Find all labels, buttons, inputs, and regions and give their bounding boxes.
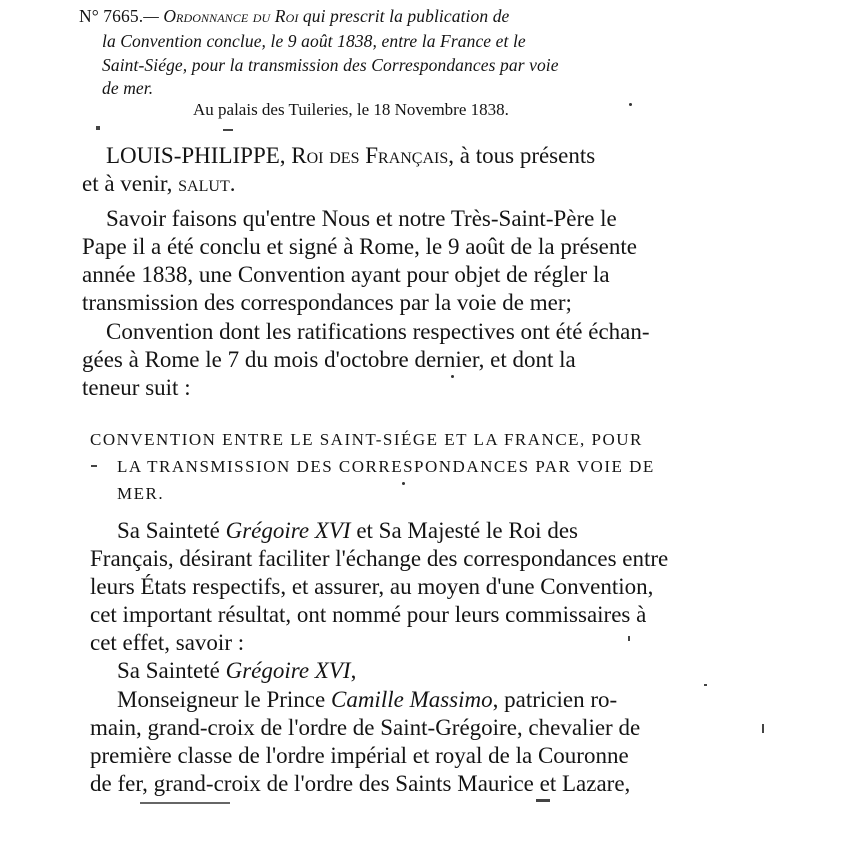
scan-speck [96, 126, 100, 130]
ordonnance-number: N° 7665. [79, 6, 144, 26]
paragraph-1-line-3: année 1838, une Convention ayant pour objet de régler la [82, 262, 610, 287]
scan-speck [629, 103, 632, 106]
paragraph-2-line-3: teneur suit : [82, 375, 191, 400]
paragraph-1-line-2: Pape il a été conclu et signé à Rome, le 9 août de la présente [82, 234, 637, 259]
scan-speck [451, 375, 454, 378]
convention-heading-line-3: MER. [117, 484, 165, 503]
ordonnance-title-lead: — Ordonnance du Roi [143, 6, 299, 26]
convention-p3-line-1 [117, 688, 617, 711]
dateline: Au palais des Tuileries, le 18 Novembre 1838. [193, 100, 509, 119]
paragraph-2-line-2: gées à Rome le 7 du mois d'octobre dernier, et dont la [82, 347, 576, 372]
text-fragment: Monseigneur le Prince [117, 687, 331, 712]
commissioner-name: Camille Massimo [330, 687, 493, 712]
scan-speck [704, 684, 707, 686]
salut: salut. [178, 171, 236, 196]
text-fragment: Sa Sainteté [117, 658, 226, 683]
ordonnance-title-line-4: de mer. [102, 78, 154, 98]
pope-name-2: Grégoire XVI [225, 658, 351, 683]
king-title: Roi des Français, [291, 143, 455, 168]
ordonnance-title-line-1 [79, 8, 509, 26]
convention-heading-line-2: LA TRANSMISSION DES CORRESPONDANCES PAR VOIE DE [117, 457, 655, 476]
text-fragment: , [350, 658, 357, 683]
convention-p3-line-4: de fer, grand-croix de l'ordre des Saints Maurice et Lazare, [90, 771, 631, 796]
scan-speck [762, 724, 764, 733]
convention-p1-line-5: cet effet, savoir : [90, 630, 245, 655]
scan-speck [223, 129, 233, 131]
preamble-venir: et à venir, [82, 171, 173, 196]
scan-speck [402, 482, 405, 485]
convention-p3-line-3: première classe de l'ordre impérial et royal de la Couronne [90, 743, 629, 768]
scan-speck [91, 465, 97, 467]
scan-speck [140, 802, 230, 804]
convention-p1-line-2: Français, désirant faciliter l'échange des correspondances entre [90, 546, 669, 571]
convention-heading-line-1: CONVENTION ENTRE LE SAINT-SIÉGE ET LA FRANCE, POUR [90, 430, 643, 449]
convention-p3-line-2: main, grand-croix de l'ordre de Saint-Grégoire, chevalier de [90, 715, 641, 740]
paragraph-1-line-1: Savoir faisons qu'entre Nous et notre Très-Saint-Père le [106, 206, 617, 231]
text-fragment: et Sa Majesté le Roi des [350, 518, 578, 543]
preamble-line-1 [106, 144, 595, 167]
paragraph-2-line-1: Convention dont les ratifications respectives ont été échan- [106, 319, 650, 344]
paragraph-1-line-4: transmission des correspondances par la voie de mer; [82, 290, 572, 315]
ordonnance-title-text: qui prescrit la publication de [298, 6, 510, 26]
scan-speck [536, 799, 550, 802]
convention-p2-line-1 [117, 659, 356, 682]
preamble-greeting: à tous présents [454, 143, 596, 168]
text-fragment: , patricien ro- [492, 687, 618, 712]
king-name: LOUIS-PHILIPPE, [106, 143, 286, 168]
pope-name: Grégoire XVI [225, 518, 351, 543]
convention-p1-line-1 [117, 519, 578, 542]
convention-p1-line-4: cet important résultat, ont nommé pour leurs commissaires à [90, 602, 647, 627]
ordonnance-title-line-3: Saint-Siége, pour la transmission des Correspondances par voie [102, 55, 559, 75]
ordonnance-title-line-2: la Convention conclue, le 9 août 1838, entre la France et le [102, 31, 526, 51]
text-fragment: Sa Sainteté [117, 518, 226, 543]
preamble-line-2 [82, 172, 235, 195]
convention-p1-line-3: leurs États respectifs, et assurer, au moyen d'une Convention, [90, 574, 654, 599]
scan-speck [628, 636, 630, 641]
